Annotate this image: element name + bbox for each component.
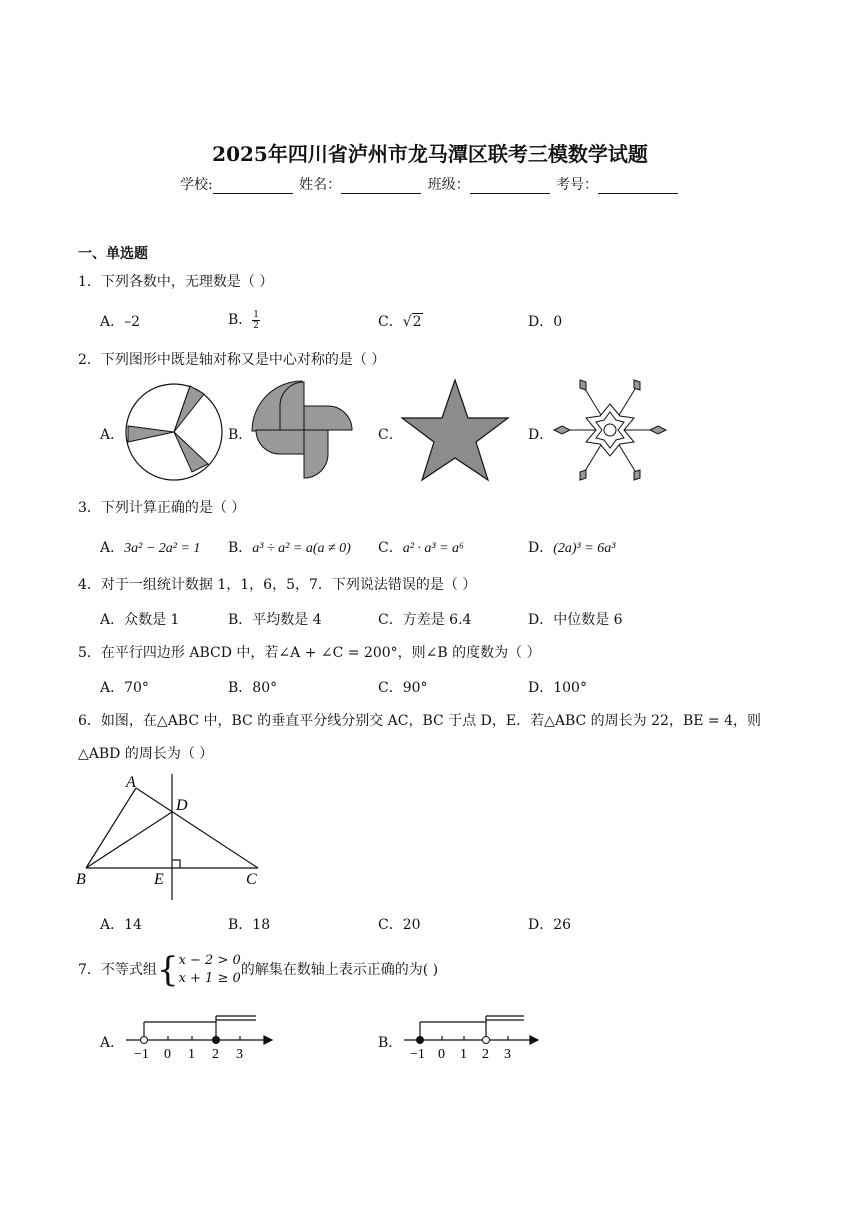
q4-option-d[interactable]: D．中位数是 6	[528, 612, 623, 628]
q2-option-a-label[interactable]: A．	[100, 427, 125, 443]
q7-number-line-b	[398, 1010, 543, 1062]
q5-option-a[interactable]: A．70°	[100, 680, 149, 696]
q1-option-a[interactable]: A．–2	[100, 314, 141, 330]
q6-option-c[interactable]: C．20	[378, 917, 421, 933]
label-d: D	[176, 797, 188, 814]
name-blank[interactable]	[341, 179, 421, 194]
q6-option-d[interactable]: D．26	[528, 917, 572, 933]
svg-text:0: 0	[438, 1047, 445, 1062]
q3-option-c[interactable]: C．a² · a³ = a⁶	[378, 540, 464, 556]
svg-text:2: 2	[212, 1047, 219, 1062]
question-5-stem: 5．在平行四边形 ABCD 中，若∠A + ∠C = 200°，则∠B 的度数为（ ）	[78, 645, 541, 661]
svg-text:−1: −1	[410, 1047, 425, 1062]
question-6-stem-line2: △ABD 的周长为（ ）	[78, 746, 214, 762]
q6-triangle-figure	[74, 770, 274, 905]
question-4-stem: 4．对于一组统计数据 1，1，6，5，7．下列说法错误的是（ ）	[78, 577, 477, 593]
svg-text:−1: −1	[134, 1047, 149, 1062]
q2-figure-d-snowflake	[550, 376, 670, 484]
q1-option-b[interactable]: B． $\frac{1}{2}$	[228, 309, 260, 331]
label-a: A	[126, 774, 136, 791]
section-heading: 一、单选题	[78, 246, 148, 262]
q1-option-d[interactable]: D．0	[528, 314, 563, 330]
class-label: 班级：	[427, 177, 470, 193]
svg-text:0: 0	[164, 1047, 171, 1062]
label-c: C	[246, 871, 257, 888]
q1-option-c[interactable]: C．√2	[378, 314, 422, 330]
school-blank[interactable]	[213, 179, 293, 194]
label-e: E	[154, 871, 164, 888]
q2-figure-b-pinwheel	[250, 378, 360, 484]
question-1-stem: 1．下列各数中，无理数是（ ）	[78, 274, 274, 290]
q7-option-b-label[interactable]: B．	[378, 1035, 403, 1051]
q3-option-a[interactable]: A．3a² − 2a² = 1	[100, 540, 201, 556]
svg-text:3: 3	[504, 1047, 511, 1062]
q4-option-a[interactable]: A．众数是 1	[100, 612, 180, 628]
q3-option-b[interactable]: B．a³ ÷ a² = a(a ≠ 0)	[228, 540, 351, 556]
student-info-line	[0, 174, 860, 194]
question-2-stem: 2．下列图形中既是轴对称又是中心对称的是（ ）	[78, 352, 386, 368]
q2-figure-c-star	[400, 376, 510, 484]
svg-text:2: 2	[482, 1047, 489, 1062]
q7-number-line-a	[120, 1010, 275, 1062]
page-title: 2025年四川省泸州市龙马潭区联考三模数学试题	[212, 142, 648, 166]
q5-option-c[interactable]: C．90°	[378, 680, 428, 696]
question-7-stem: 7．不等式组{ x − 2 > 0 x + 1 ≥ 0 的解集在数轴上表示正确的为( )	[78, 950, 439, 990]
q5-option-b[interactable]: B．80°	[228, 680, 278, 696]
q4-option-c[interactable]: C．方差是 6.4	[378, 612, 472, 628]
exam-no-label: 考号：	[556, 177, 599, 193]
q6-option-a[interactable]: A．14	[100, 917, 142, 933]
q2-option-d-label[interactable]: D．	[528, 427, 554, 443]
class-blank[interactable]	[470, 179, 550, 194]
question-3-stem: 3．下列计算正确的是（ ）	[78, 500, 246, 516]
q2-figure-a-circle	[120, 380, 230, 484]
exam-no-blank[interactable]	[598, 179, 678, 194]
name-label: 姓名：	[299, 177, 342, 193]
q4-option-b[interactable]: B．平均数是 4	[228, 612, 322, 628]
q6-option-b[interactable]: B．18	[228, 917, 271, 933]
q3-option-d[interactable]: D．(2a)³ = 6a³	[528, 540, 616, 556]
question-6-stem: 6．如图，在△ABC 中，BC 的垂直平分线分别交 AC，BC 于点 D，E．若△ABC 的周长为 22，BE = 4，则	[78, 713, 761, 729]
label-b: B	[76, 871, 86, 888]
q5-option-d[interactable]: D．100°	[528, 680, 587, 696]
school-label: 学校:	[179, 177, 213, 193]
svg-text:1: 1	[188, 1047, 195, 1062]
q7-option-a-label[interactable]: A．	[100, 1035, 125, 1051]
svg-text:3: 3	[236, 1047, 243, 1062]
q2-option-c-label[interactable]: C．	[378, 427, 403, 443]
q2-option-b-label[interactable]: B．	[228, 427, 253, 443]
svg-text:1: 1	[460, 1047, 467, 1062]
